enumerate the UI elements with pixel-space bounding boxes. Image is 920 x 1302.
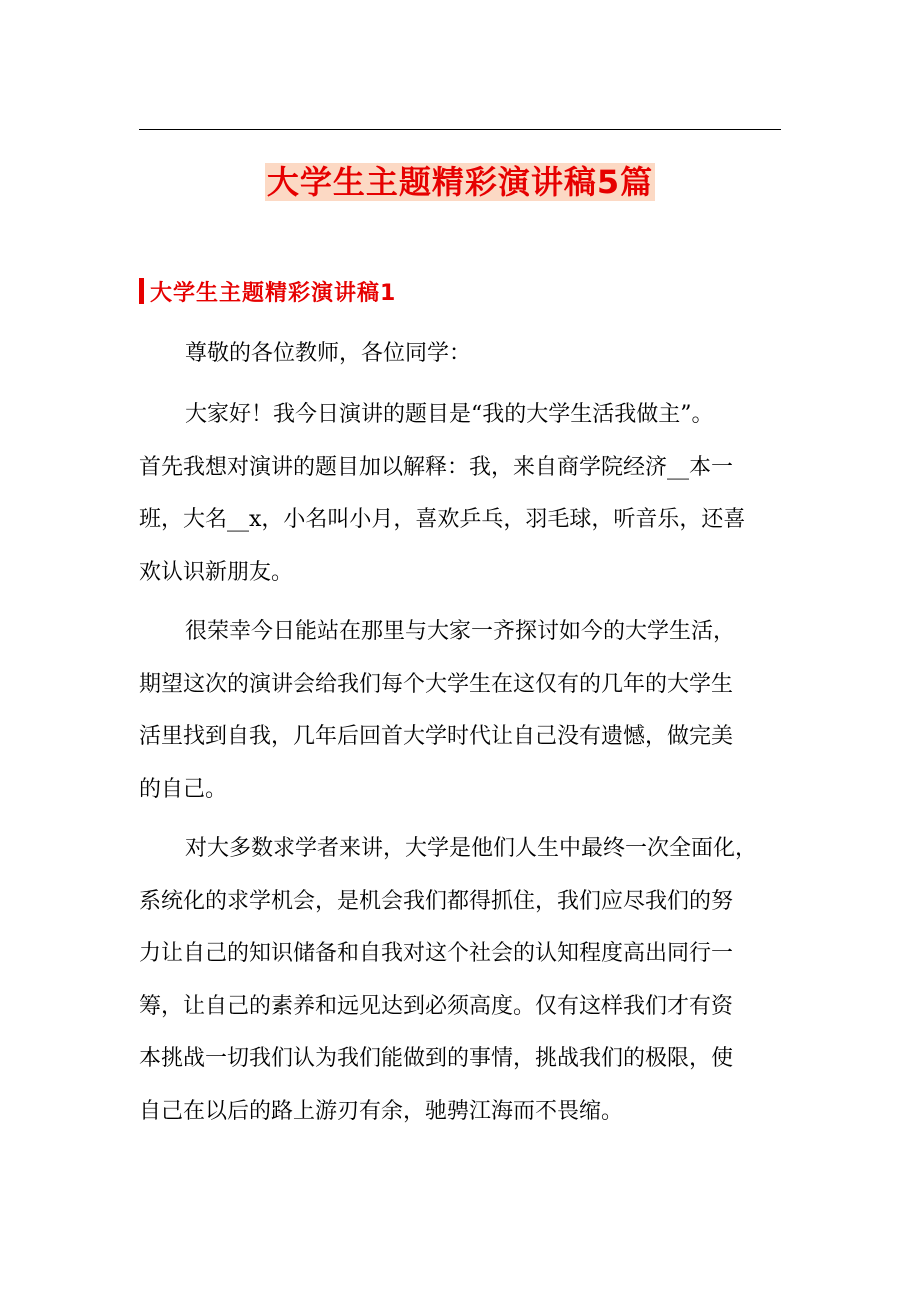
section-marker xyxy=(139,278,144,304)
body-paragraph-2 xyxy=(139,606,784,816)
greeting-line: 尊敬的各位教师，各位同学： xyxy=(185,341,472,366)
section-heading xyxy=(139,274,396,308)
paragraph-line: 筹，让自己的素养和远见达到必须高度。仅有这样我们才有资 xyxy=(139,993,734,1019)
paragraph-line: 首先我想对演讲的题目加以解释：我，来自商学院经济__本一 xyxy=(139,454,734,480)
paragraph-line: 对大多数求学者来讲，大学是他们人生中最终一次全面化， xyxy=(185,836,758,861)
document-title xyxy=(0,158,920,206)
document-title-text: 大学生主题精彩演讲稿5篇 xyxy=(266,163,654,201)
paragraph-line: 本挑战一切我们认为我们能做到的事情，挑战我们的极限，使 xyxy=(139,1046,734,1071)
paragraph-line: 大家好！我今日演讲的题目是“我的大学生活我做主”。 xyxy=(185,402,714,427)
paragraph-line: 期望这次的演讲会给我们每个大学生在这仅有的几年的大学生 xyxy=(139,671,734,697)
paragraph-line: 班，大名__x，小名叫小月，喜欢乒乓，羽毛球，听音乐，还喜 xyxy=(139,507,746,532)
paragraph-line: 很荣幸今日能站在那里与大家一齐探讨如今的大学生活， xyxy=(185,619,736,644)
paragraph-line: 力让自己的知识储备和自我对这个社会的认知程度高出同行一 xyxy=(139,941,734,966)
greeting-paragraph xyxy=(139,328,784,381)
body-paragraph-3 xyxy=(139,823,784,1138)
top-rule xyxy=(139,129,781,130)
paragraph-line: 自己在以后的路上游刃有余，驰骋江海而不畏缩。 xyxy=(139,1098,624,1124)
paragraph-line: 系统化的求学机会，是机会我们都得抓住，我们应尽我们的努 xyxy=(139,888,734,914)
body-paragraph-1 xyxy=(139,389,784,599)
paragraph-line: 活里找到自我，几年后回首大学时代让自己没有遗憾，做完美 xyxy=(139,724,734,749)
paragraph-line: 的自己。 xyxy=(139,776,228,802)
section-heading-text: 大学生主题精彩演讲稿1 xyxy=(150,280,397,306)
paragraph-line: 欢认识新朋友。 xyxy=(139,559,294,585)
